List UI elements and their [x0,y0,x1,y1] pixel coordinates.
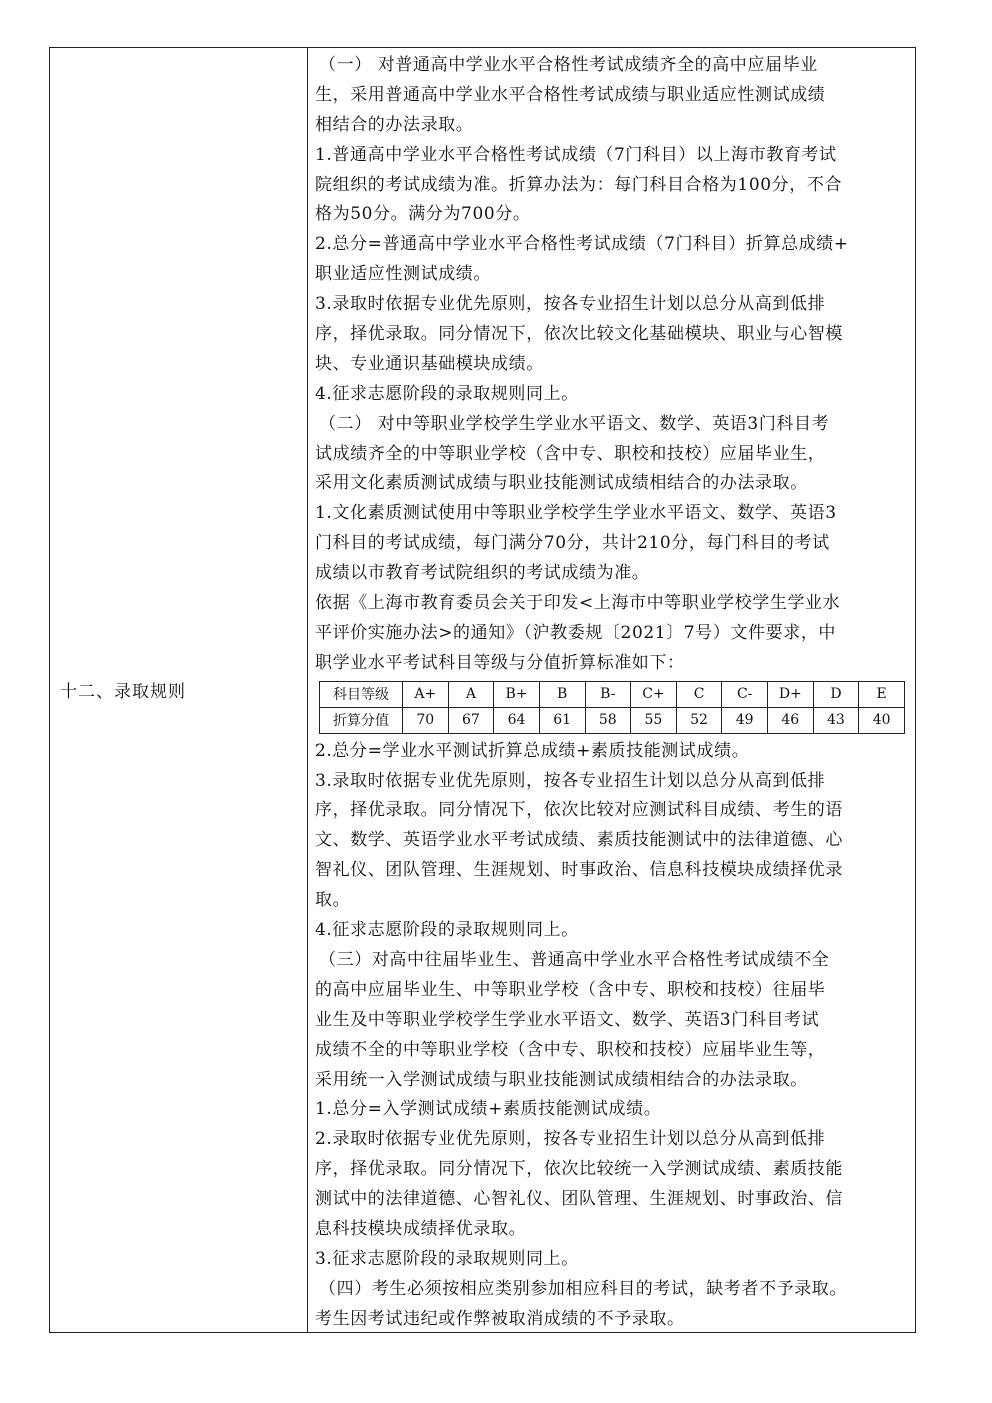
grade-cell: E [859,681,905,707]
part-1 [315,51,911,410]
section-label: 十二、录取规则 [60,682,186,702]
grade-cell: C+ [631,681,677,707]
grade-conversion-table [319,681,905,734]
part-3 [315,946,911,1275]
text-line: 4.征求志愿阶段的录取规则同上。 [315,920,579,941]
rules-content-cell [315,51,911,1335]
text-line: 生，采用普通高中学业水平合格性考试成绩与职业适应性测试成绩 [315,84,826,105]
text-line: 1.文化素质测试使用中等职业学校学生学业水平语文、数学、英语3 [315,503,837,524]
grade-cell: A+ [403,681,449,707]
text-line: 职学业水平考试科目等级与分值折算标准如下： [315,652,685,673]
grade-cell: C- [722,681,768,707]
text-line: 格为50分。满分为700分。 [315,204,531,225]
grade-cell: B [539,681,585,707]
text-line: 智礼仪、团队管理、生涯规划、时事政治、信息科技模块成绩择优录 [315,860,843,881]
text-line: 序，择优录取。同分情况下，依次比较统一入学测试成绩、素质技能 [315,1159,843,1180]
grade-cell: C [676,681,722,707]
text-line: 相结合的办法录取。 [315,114,474,135]
text-line: 试成绩齐全的中等职业学校（含中专、职校和技校）应届毕业生， [315,443,826,464]
text-line: 序，择优录取。同分情况下，依次比较文化基础模块、职业与心智模 [315,324,843,345]
score-row [320,707,905,733]
text-line: 业生及中等职业学校学生学业水平语文、数学、英语3门科目考试 [315,1009,820,1030]
text-line: 采用统一入学测试成绩与职业技能测试成绩相结合的办法录取。 [315,1069,808,1090]
text-line: 院组织的考试成绩为准。折算办法为：每门科目合格为100分，不合 [315,174,843,195]
text-line: （一） 对普通高中学业水平合格性考试成绩齐全的高中应届毕业 [319,55,818,75]
score-cell: 67 [448,707,494,733]
text-line: 1.总分=入学测试成绩+素质技能测试成绩。 [315,1099,662,1120]
score-cell: 70 [403,707,449,733]
score-cell: 46 [768,707,814,733]
text-line: 的高中应届毕业生、中等职业学校（含中专、职校和技校）往届毕 [315,979,826,1000]
text-line: 息科技模块成绩择优录取。 [315,1218,527,1239]
grade-cell: B+ [494,681,540,707]
score-cell: 58 [585,707,631,733]
text-line: 4.征求志愿阶段的录取规则同上。 [315,383,579,404]
admission-rules-table [49,47,916,1333]
grade-row [320,681,905,707]
text-line: 文、数学、英语学业水平考试成绩、素质技能测试中的法律道德、心 [315,830,843,851]
text-line: 成绩以市教育考试院组织的考试成绩为准。 [315,563,650,584]
text-line: 考生因考试违纪或作弊被取消成绩的不予录取。 [315,1308,685,1329]
text-line: 序，择优录取。同分情况下，依次比较对应测试科目成绩、考生的语 [315,800,843,821]
text-line: （二） 对中等职业学校学生学业水平语文、数学、英语3门科目考 [319,413,830,434]
text-line: 测试中的法律道德、心智礼仪、团队管理、生涯规划、时事政治、信 [315,1189,843,1210]
score-cell: 52 [676,707,722,733]
text-line: 3.征求志愿阶段的录取规则同上。 [315,1248,579,1269]
score-cell: 64 [494,707,540,733]
text-line: 3.录取时依据专业优先原则，按各专业招生计划以总分从高到低排 [315,294,826,315]
text-line: 职业适应性测试成绩。 [315,264,491,285]
text-line: （三）对高中往届毕业生、普通高中学业水平合格性考试成绩不全 [319,949,830,970]
grade-cell: A [448,681,494,707]
text-line: 依据《上海市教育委员会关于印发<上海市中等职业学校学生学业水 [315,593,841,614]
score-cell: 49 [722,707,768,733]
section-label-cell [50,48,308,1332]
score-cell: 55 [631,707,677,733]
text-line: 门科目的考试成绩，每门满分70分，共计210分，每门科目的考试 [315,533,830,554]
text-line: 取。 [315,890,351,911]
text-line: 1.普通高中学业水平合格性考试成绩（7门科目）以上海市教育考试 [315,144,837,165]
part-4 [315,1275,911,1335]
text-line: 采用文化素质测试成绩与职业技能测试成绩相结合的办法录取。 [315,473,808,494]
score-cell: 43 [813,707,859,733]
text-line: （四）考生必须按相应类别参加相应科目的考试，缺考者不予录取。 [319,1278,847,1299]
grade-cell: D+ [768,681,814,707]
score-row-header: 折算分值 [320,707,403,733]
score-cell: 61 [539,707,585,733]
grade-row-header: 科目等级 [320,681,403,707]
grade-cell: D [813,681,859,707]
text-line: 2.总分=学业水平测试折算总成绩+素质技能测试成绩。 [315,740,750,761]
score-cell: 40 [859,707,905,733]
text-line: 成绩不全的中等职业学校（含中专、职校和技校）应届毕业生等， [315,1039,826,1060]
text-line: 2.录取时依据专业优先原则，按各专业招生计划以总分从高到低排 [315,1129,826,1150]
text-line: 2.总分=普通高中学业水平合格性考试成绩（7门科目）折算总成绩+ [315,234,849,255]
text-line: 块、专业通识基础模块成绩。 [315,353,544,374]
text-line: 3.录取时依据专业优先原则，按各专业招生计划以总分从高到低排 [315,770,826,791]
grade-cell: B- [585,681,631,707]
part-2 [315,410,911,946]
text-line: 平评价实施办法>的通知》（沪教委规〔2021〕7号）文件要求，中 [315,622,837,643]
